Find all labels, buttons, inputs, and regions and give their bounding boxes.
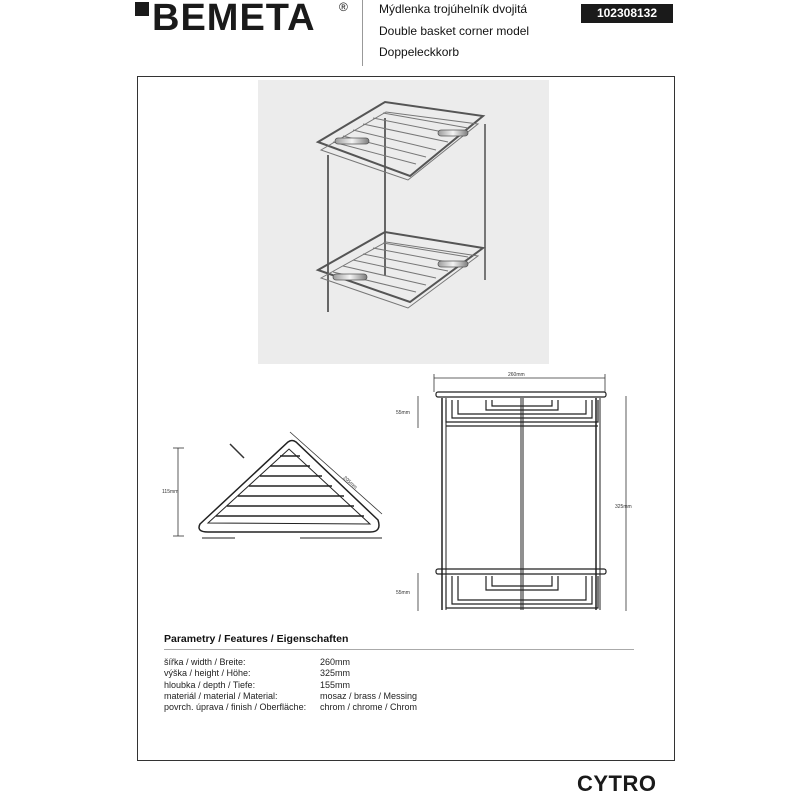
brand-logo: BEMETA	[152, 0, 316, 39]
dim-height-label: 115mm	[162, 489, 179, 495]
param-label-width: šířka / width / Breite:	[164, 657, 246, 667]
product-code: 102308132	[581, 4, 673, 23]
top-view-drawing	[160, 420, 390, 550]
product-photo-illustration	[258, 80, 549, 364]
logo-square	[135, 2, 149, 16]
params-title: Parametry / Features / Eigenschaften	[164, 633, 349, 645]
header-divider	[362, 0, 363, 66]
param-label-height: výška / height / Höhe:	[164, 668, 251, 678]
dim-bottom-gap-label: 55mm	[396, 590, 410, 596]
param-label-material: materiál / material / Material:	[164, 691, 278, 701]
registered-mark: ®	[339, 0, 348, 14]
dim-top-gap-label: 55mm	[396, 410, 410, 416]
params-divider	[164, 649, 634, 650]
title-cz: Mýdlenka trojúhelník dvojitá	[379, 2, 528, 16]
front-view-drawing	[390, 368, 640, 620]
param-value-depth: 155mm	[320, 680, 351, 690]
dim-width-label: 260mm	[508, 372, 525, 378]
screw-icon	[230, 444, 244, 458]
param-value-material: mosaz / brass / Messing	[320, 691, 418, 701]
model-name: CYTRO	[577, 771, 657, 796]
param-value-width: 260mm	[320, 657, 351, 667]
dim-total-height-label: 325mm	[615, 504, 632, 510]
param-label-finish: povrch. úprava / finish / Oberfläche:	[164, 702, 307, 712]
title-en: Double basket corner model	[379, 24, 530, 38]
title-de: Doppeleckkorb	[379, 45, 460, 59]
param-value-height: 325mm	[320, 668, 351, 678]
product-photo	[258, 80, 549, 364]
param-label-depth: hloubka / depth / Tiefe:	[164, 680, 256, 690]
dim-diagonal-label: 205mm	[341, 475, 359, 491]
param-value-finish: chrom / chrome / Chrom	[320, 702, 418, 712]
